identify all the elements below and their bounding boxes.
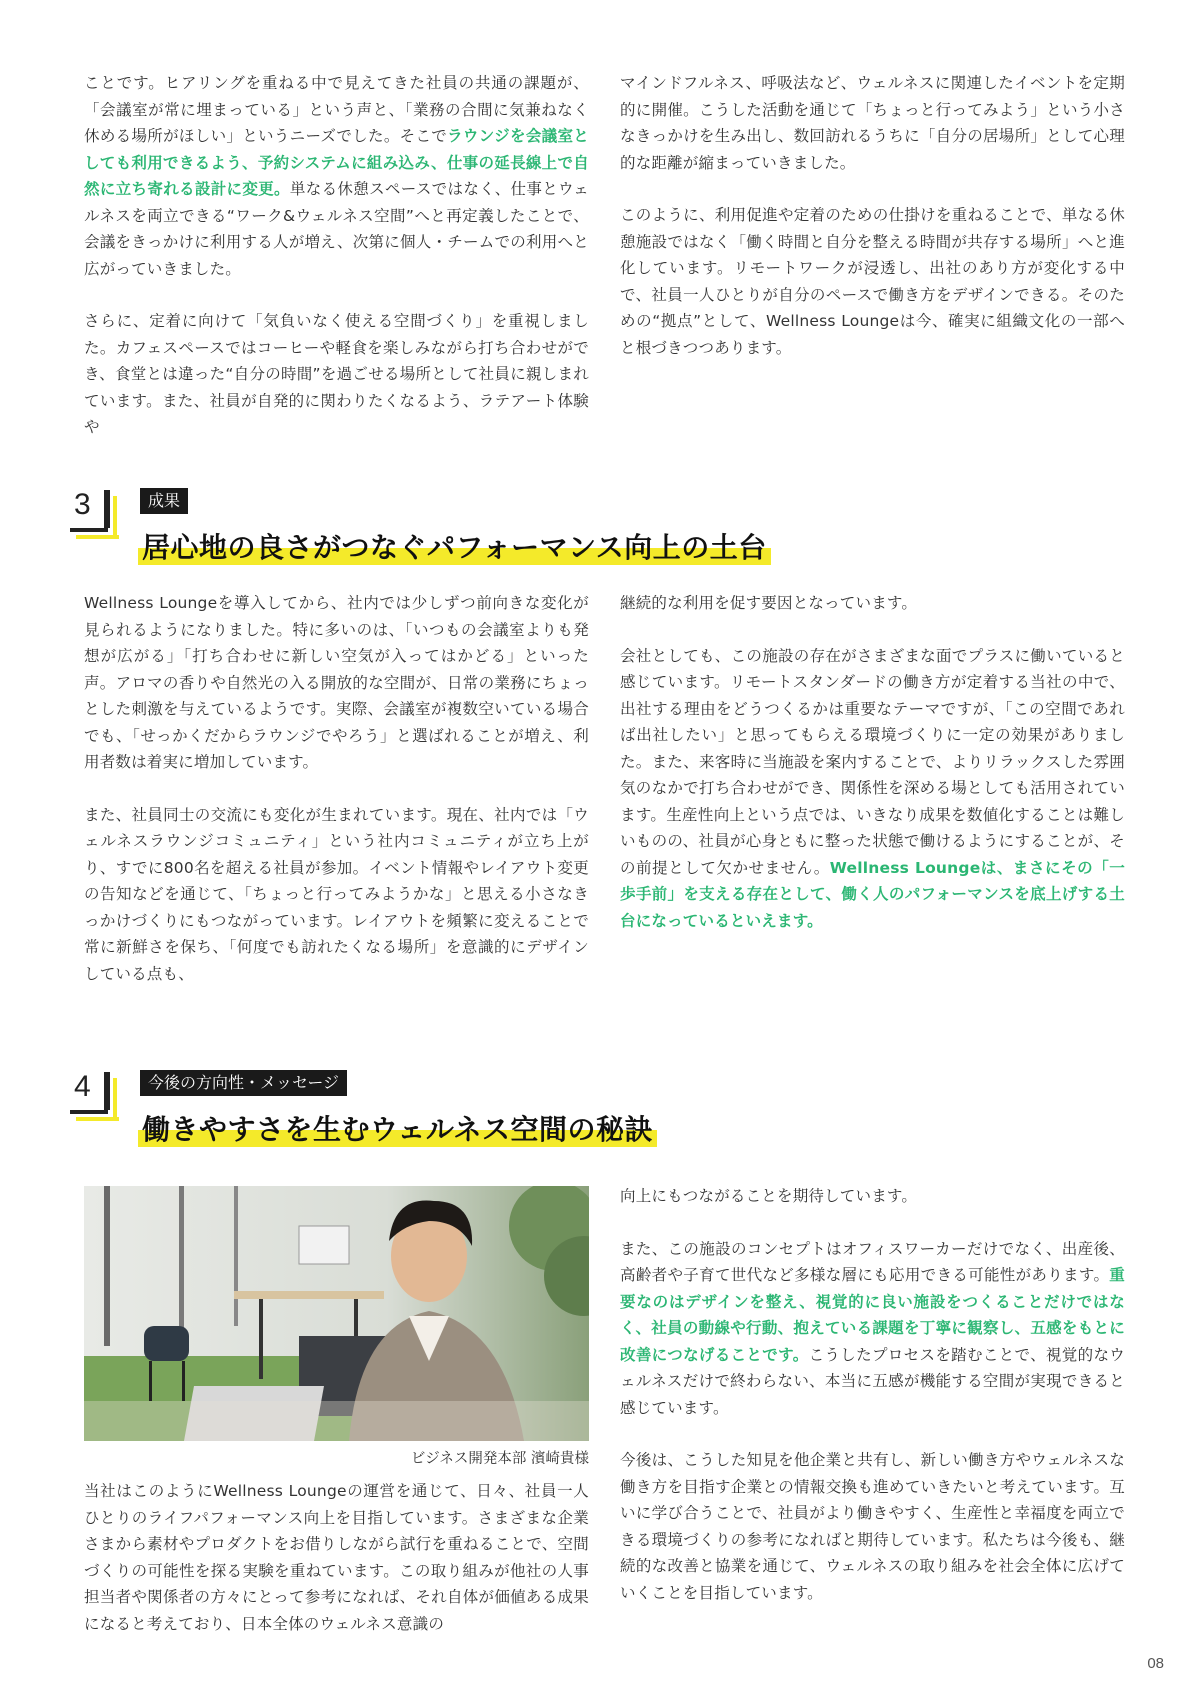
paragraph: ことです。ヒアリングを重ねる中で見えてきた社員の共通の課題が、「会議室が常に埋まっている」という声と、「業務の合間に気兼ねなく休める場所がほしい」というニーズでした。そこでラウンジを会議室としても利用できるよう、予約システムに組み込み、仕事の延長線上で自然に立ち寄れる設計に変更。単なる休憩スペースではなく、仕事とウェルネスを両立できる“ワーク&ウェルネス空間”へと再定義したことで、会議をきっかけに利用する人が増え、次第に個人・チームでの利用へと広がっていきました。 — [84, 74, 589, 278]
bracket-decoration — [113, 1078, 117, 1120]
interview-photo — [84, 1186, 589, 1441]
paragraph: 継続的な利用を促す要因となっています。 — [620, 594, 918, 612]
bracket-decoration — [113, 496, 117, 538]
bracket-decoration — [70, 1110, 108, 1114]
bracket-decoration — [104, 490, 110, 528]
page-number: 08 — [1147, 1655, 1164, 1672]
photo-illustration — [84, 1186, 589, 1441]
section-4-label: 今後の方向性・メッセージ — [140, 1070, 347, 1096]
section-4-number: 4 — [70, 1072, 108, 1106]
section-3-number: 3 — [70, 490, 108, 524]
photo-caption: ビジネス開発本部 濱崎貴様 — [410, 1451, 589, 1467]
top-left-column — [84, 70, 589, 467]
highlight-text: ラウンジを会議室としても利用できるよう、予約システムに組み込み、仕事の延長線上で自然に立ち寄れる設計に変更。 — [84, 127, 589, 198]
section-4-right-column — [620, 1183, 1125, 1632]
paragraph: マインドフルネス、呼吸法など、ウェルネスに関連したイベントを定期的に開催。こうした活動を通じて「ちょっと行ってみよう」という小さなきっかけを生み出し、数回訪れるうちに「自分の居場所」として心理的な距離が縮まっていきました。 — [620, 74, 1125, 172]
paragraph: また、社員同士の交流にも変化が生まれています。現在、社内では「ウェルネスラウンジコミュニティ」という社内コミュニティが立ち上がり、すでに800名を超える社員が参加。イベント情報やレイアウト変更の告知などを通じて、「ちょっと行ってみようかな」と思える小さなきっかけづくりにもつながっています。レイアウトを頻繁に変えることで常に新鮮さを保ち、「何度でも訪れたくなる場所」を意識的にデザインしている点も、 — [84, 805, 589, 983]
bracket-decoration — [76, 535, 119, 539]
section-4-title: 働きやすさを生むウェルネス空間の秘訣 — [138, 1110, 657, 1150]
paragraph: さらに、定着に向けて「気負いなく使える空間づくり」を重視しました。カフェスペースではコーヒーや軽食を楽しみながら打ち合わせができ、食堂とは違った“自分の時間”を過ごせる場所として社員に親しまれています。また、社員が自発的に関わりたくなるよう、ラテアート体験や — [84, 312, 589, 436]
section-3-right-column — [620, 590, 1125, 960]
section-3-title: 居心地の良さがつなぐパフォーマンス向上の土台 — [138, 528, 771, 568]
bracket-decoration — [104, 1072, 110, 1110]
bracket-decoration — [70, 528, 108, 532]
paragraph: また、この施設のコンセプトはオフィスワーカーだけでなく、出産後、高齢者や子育て世代など多様な層にも応用できる可能性があります。重要なのはデザインを整え、視覚的に良い施設をつくることだけではなく、社員の動線や行動、抱えている課題を丁寧に観察し、五感をもとに改善につなげることです。こうしたプロセスを踏むことで、視覚的なウェルネスだけで終わらない、本当に五感が機能する空間が実現できると感じています。 — [620, 1239, 1125, 1417]
paragraph: このように、利用促進や定着のための仕掛けを重ねることで、単なる休憩施設ではなく「働く時間と自分を整える時間が共存する場所」へと進化しています。リモートワークが浸透し、出社のあり方が変化する中で、社員一人ひとりが自分のペースで働き方をデザインできる。そのための“拠点”として、Wellness Loungeは今、確実に組織文化の一部へと根づきつつあります。 — [620, 206, 1125, 357]
section-4-left-column — [84, 1478, 589, 1663]
paragraph: 会社としても、この施設の存在がさまざまな面でプラスに働いていると感じています。リモートスタンダードの働き方が定着する当社の中で、出社する理由をどうつくるかは重要なテーマですが、「この空間であれば出社したい」と思ってもらえる環境づくりに一定の効果がありました。また、来客時に当施設を案内することで、よりリラックスした雰囲気のなかで打ち合わせができ、関係性を深める場としても活用されています。生産性向上という点では、いきなり成果を数値化することは難しいものの、社員が心身ともに整った状態で働けるようにすることが、その前提として欠かせません。Wellness Loungeは、まさにその「一歩手前」を支える存在として、働く人のパフォーマンスを底上げする土台になっているといえます。 — [620, 646, 1125, 930]
bracket-decoration — [76, 1117, 119, 1121]
highlight-text: Wellness Loungeは、まさにその「一歩手前」を支える存在として、働く人のパフォーマンスを底上げする土台になっているといえます。 — [620, 858, 1125, 930]
paragraph: Wellness Loungeを導入してから、社内では少しずつ前向きな変化が見られるようになりました。特に多いのは、「いつもの会議室よりも発想が広がる」「打ち合わせに新しい空気が入ってはかどる」といった声。アロマの香りや自然光の入る開放的な空間が、日常の業務にちょっとした刺激を与えているようです。実際、会議室が複数空いている場合でも、「せっかくだからラウンジでやろう」と選ばれることが増え、利用者数は着実に増加しています。 — [84, 594, 589, 771]
section-3-left-column — [84, 590, 589, 1013]
paragraph: 向上にもつながることを期待しています。 — [620, 1187, 918, 1205]
section-3-label: 成果 — [140, 488, 188, 514]
paragraph: 当社はこのようにWellness Loungeの運営を通じて、日々、社員一人ひとりのライフパフォーマンス向上を目指しています。さまざまな企業さまから素材やプロダクトをお借りしながら試行を重ねることで、空間づくりの可能性を探る実験を重ねています。この取り組みが他社の人事担当者や関係者の方々にとって参考になれば、それ自体が価値ある成果になると考えており、日本全体のウェルネス意識の — [84, 1482, 589, 1633]
highlight-text: 重要なのはデザインを整え、視覚的に良い施設をつくることだけではなく、社員の動線や行動、抱えている課題を丁寧に観察し、五感をもとに改善につなげることです。 — [620, 1266, 1125, 1364]
paragraph: 今後は、こうした知見を他企業と共有し、新しい働き方やウェルネスな働き方を目指す企業との情報交換も進めていきたいと考えています。互いに学び合うことで、社員がより働きやすく、生産性と幸福度を両立できる環境づくりの参考になればと期待しています。私たちは今後も、継続的な改善と協業を通じて、ウェルネスの取り組みを社会全体に広げていくことを目指しています。 — [620, 1451, 1125, 1602]
top-right-column — [620, 70, 1125, 387]
